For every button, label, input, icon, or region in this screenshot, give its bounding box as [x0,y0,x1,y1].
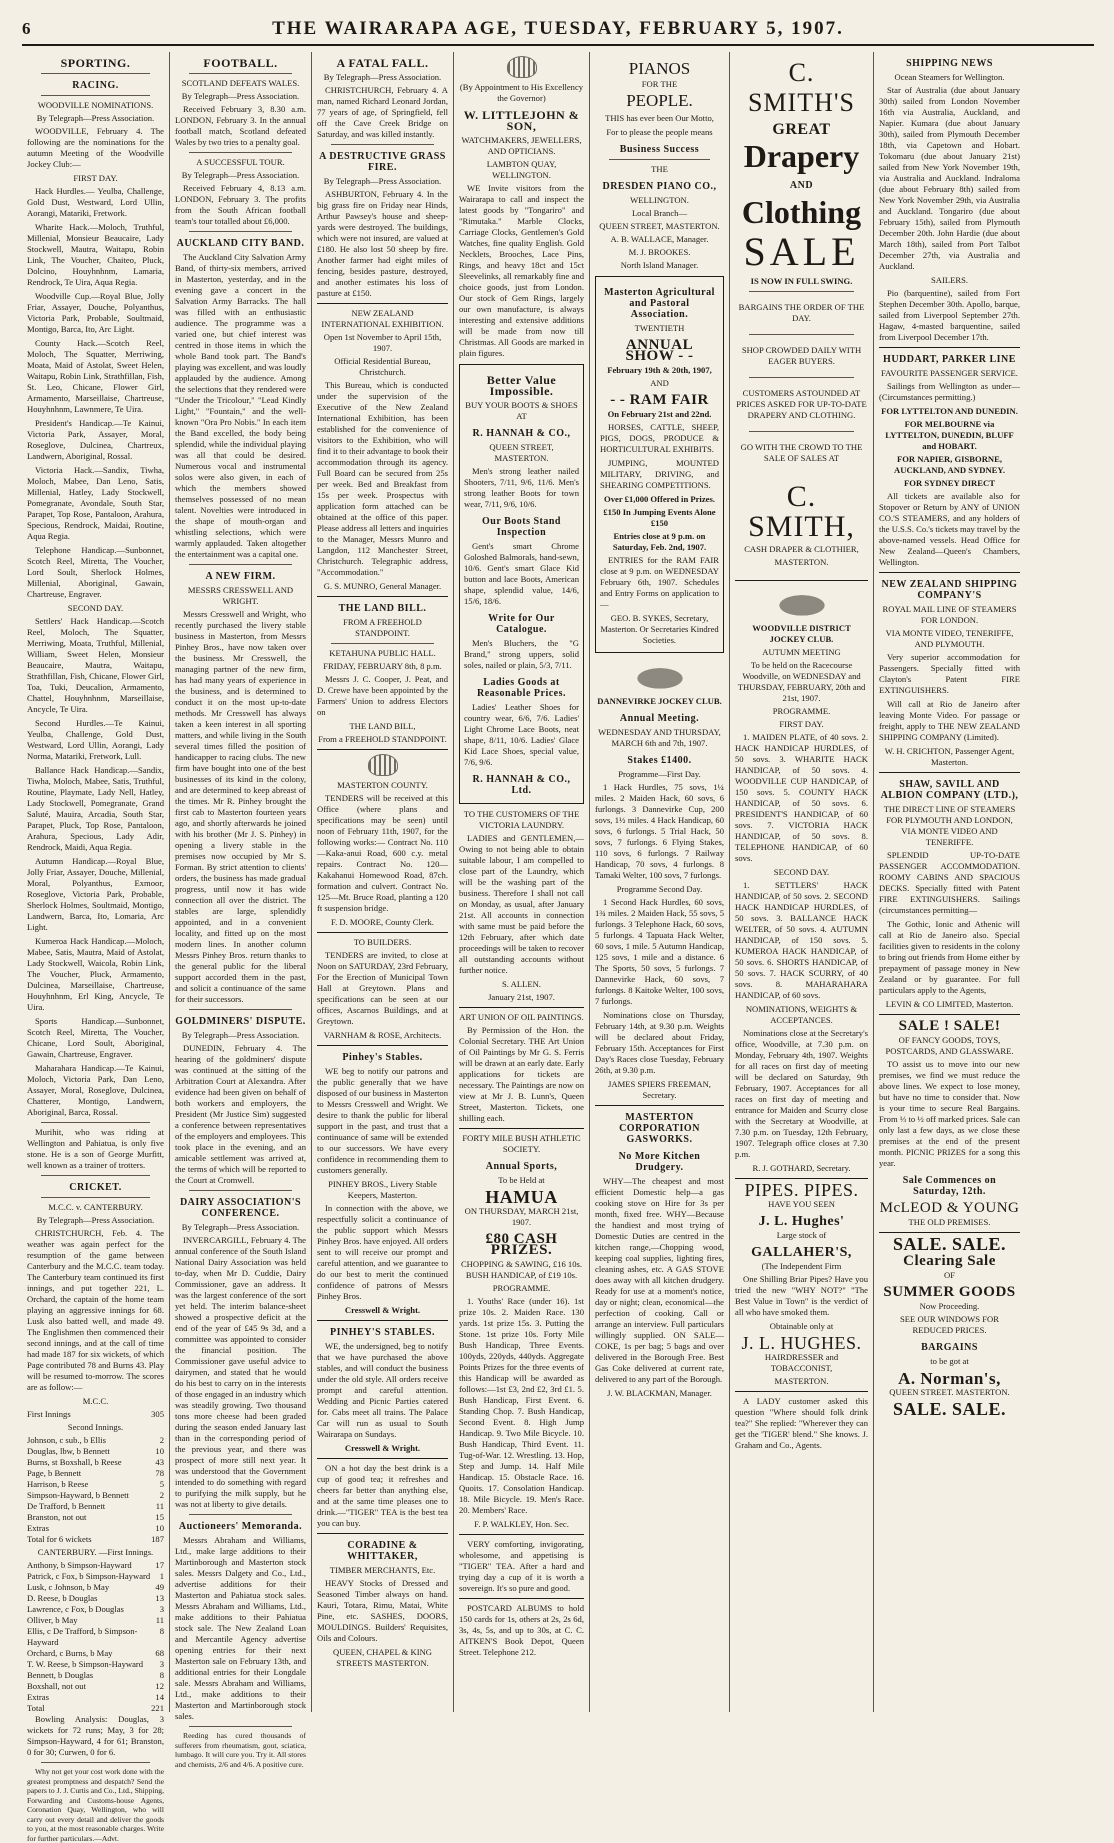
innings-heading: Second Innings. [67,1422,124,1432]
byline: By Telegraph—Press Association. [181,1222,300,1232]
column-football [170,52,312,1769]
advert-line: WELLINGTON. [630,195,689,205]
advert-text: Reeding has cured thousands of sufferers from rheumatism, gout, sciatica, lumbago. It will cure you. Try it. All stores and chemists, 2/6 and 4/6. A positive cure. [175,1731,306,1769]
paragraph: Second Hurdles.—Te Kainui, Yeulba, Challenge, Gold Dust, Westward, Lord Ullin, Aorangi, Lady Norma, Matariki, Fretwork, Lull. [27,718,164,761]
signature: F. D. MOORE, County Clerk. [331,917,434,927]
advert-heading: DANNEVIRKE JOCKEY CLUB. [597,696,722,706]
advert-line: SECOND DAY. [773,867,830,877]
paragraph: Received February 4, 8.13 a.m. LONDON, February 3. The profits from the South African football team's tour totalled about £6,000. [175,183,306,226]
newspaper-title: THE WAIRARAPA AGE, TUESDAY, FEBRUARY 5, 1907. [272,18,844,39]
column-shipping [874,52,1025,1712]
advert-heading: NEW ZEALAND INTERNATIONAL EXHIBITION. [321,308,444,329]
advert-text: 1. SETTLERS' HACK HANDICAP, of 50 sovs. 2. SECOND HACK HANDICAP HURDLES, of 50 sovs. 3. BALLANCE HACK WELTER, of 50 sovs. 4. AUTUMN HANDICAP, of 150 sovs. 5. KUMEROA HACK HANDICAP, of 50 sovs. 6. SHORTS HANDICAP, of 50 sovs. 7. HACK SCURRY, of 40 sovs. 8. MAHARAHARA HANDICAP, of 60 sovs. [735,880,868,1000]
byline: By Telegraph—Press Association. [181,170,300,180]
advert-line: OF [944,1270,955,1280]
score-line: Bennett, b Douglas 8 [27,1670,164,1680]
advert-heading: THE LAND BILL. [338,603,427,614]
article-subheading: MESSRS CRESSWELL AND WRIGHT. [187,585,294,606]
advert-heading: No More Kitchen Drudgery. [618,1151,701,1173]
advert-heading: Clearing Sale [903,1253,996,1269]
advert-line: QUEEN, CHAPEL & KING STREETS MASTERTON. [333,1647,432,1668]
advert-line: TWENTIETH [634,323,685,333]
advert-line: HAVE YOU SEEN [768,1199,835,1209]
paragraph: Pio (barquentine), sailed from Fort Stephen December 30th. Apollo, barque, sailed from Liverpool September 27th. Hagaw, 4-masted barquentine, sailed from Liverpool December 17th. [879,288,1020,342]
advert-text: LADIES and GENTLEMEN,—Owing to not being able to obtain suitable labour, I am compelled to close part of the Laundry, which will be the washing part of the business. Therefore I shall not call on Monday, as usual, after January 21st. All accounts in connection with same must be paid before the 12th February, after which date proceedings will be taken to recover all outstanding accounts without further notice. [459,833,584,975]
advert-text: HEAVY Stocks of Dressed and Seasoned Timber always on hand. Kauri, Totara, Rimu, Matai, White Pine, etc. SASHES, DOORS, MOULDINGS. Builders' Requisites, Oils and Colours. [317,1578,448,1643]
advert-line: February 19th & 20th, 1907, [607,365,712,375]
byline: By Telegraph—Press Association. [36,1215,155,1225]
advert-line: AUTUMN MEETING [762,647,841,657]
score-line: Extras 14 [27,1692,164,1702]
advert-text: TENDERS will be received at this Office (where plans and specifications may be seen) until noon of February 11th, 1907, for the following works:— Contract No. 110—Kaka-anui Road, 600 c.y. metal repairs. Contract No. 120—Kakahanui Homewood Road, 87ch. formation and culvert. Contract No. 125—Mt. Bruce Road, planting a 120 ft suspension bridge. [317,793,448,913]
advert-line: £150 In Jumping Events Alone £150 [603,507,716,528]
article-heading: A DESTRUCTIVE GRASS FIRE. [319,151,446,173]
advert-line: THE OLD PREMISES. [908,1217,991,1227]
advert-text: A LADY customer asked this question "Where should folk drink tea?" She replied: "Wherever they can get the 'TIGER' blend." She knows. J. Graham and Co., Agents. [735,1396,868,1450]
score-line: Patrick, c Fox, b Simpson-Hayward 1 [27,1571,164,1581]
advert-heading: BARGAINS [921,1342,978,1353]
score-line: D. Reese, b Douglas 13 [27,1593,164,1603]
article-heading: WOODVILLE NOMINATIONS. [37,100,154,110]
advert-line: CASH DRAPER & CLOTHIER, [744,544,859,554]
advert-text: WHY—The cheapest and most efficient Domestic help—a gas cooking stove on Hire for 3s per month, fixed free. WHY—Because the handiest and most trying of Domestic Duties are centred in the kitchen range,—Chopping wood, keeping coal supplies, lighting fires, cleaning ashes, etc. A GAS STOVE does away with all kitchen drudgery. Ready for use at a moment's notice, day or night; clean, economical—the perfection of cooking. Call or arrange an interview. Full particulars willingly supplied. ON SALE—COKE, 1s per bag; 5 bags and over delivered in the Borough Free. Best Gas Coke delivered at current rate, delivered to any part of the Borough. [595,1176,724,1384]
advert-line: North Island Manager. [620,260,699,270]
advert-heading: FORTY MILE BUSH ATHLETIC SOCIETY. [462,1133,581,1154]
advert-heading: Annual Sports, [485,1161,558,1172]
paragraph: President's Handicap.—Te Kainui, Victoria Park, Assayer, Moral, Roseglove, Dulcinea, Chartreux, Landwern, Aboriginal, Rossal. [27,418,164,461]
advert-line: LAMBTON QUAY, WELLINGTON. [486,159,557,180]
advert-line: BARGAINS THE ORDER OF THE DAY. [738,302,865,323]
advert-text: Sailings from Wellington as under—(Circumstances permitting.) [879,381,1020,402]
advert-heading: SUMMER GOODS [883,1284,1016,1300]
article-heading: M.C.C. v. CANTERBURY. [48,1202,143,1212]
advert-line: FAVOURITE PASSENGER SERVICE. [881,368,1018,378]
hannah-advert [459,364,584,804]
paragraph: Wharite Hack.—Moloch, Truthful, Millenial, Monsieur Beaucaire, Lady Stockwell, Mautra, Waitapu, Robin Link, The Voucher, Chaiteo, Pluck, Dolcino, Houyhnhnm, Lamaria, Rendrock, Te Uira, Aqua Regia. [27,222,164,287]
advert-heading: Our Boots Stand Inspection [481,516,561,538]
advert-text: Nominations close at the Secretary's office, Woodville, at 7.30 p.m. on Monday, February 4th, 1907. Weights for all races on first day of meeting will be declared on Saturday, 9th February, 1907. Acceptances for all races on first day of meeting and entrance for Maiden and Scurry close with the Secretary at Woodville, at 7.30 p.m. on Tuesday, 12th February, 1907. Telegraph office closes at 7.30 p.m. [735,1028,868,1159]
day-heading: SECOND DAY. [67,603,124,613]
advert-heading: DRESDEN PIANO CO., [602,181,717,192]
advert-heading: PIPES. PIPES. [744,1180,859,1200]
advert-text: Gent's smart Chrome Goloshed Balmorals, hand-sewn, 10/6. Gent's smart Glace Kid button and lace Boots, American shape, splendid value, 14/6, 15/6, 18/6. [464,541,579,606]
advert-heading: Drapery [743,138,860,174]
advert-heading: PEOPLE. [626,91,693,110]
advert-heading: SALE ! SALE! [898,1018,1001,1034]
advert-line: FROM A FREEHOLD STANDPOINT. [343,617,422,638]
byline: By Telegraph—Press Association. [36,113,155,123]
paragraph: Messrs Abraham and Williams, Ltd., make large additions to their Martinborough and Masterton stock sales. Messrs Dalgety and Co., Ltd., advertise additions for their Masterton and Pahiatua stock sales. Messrs Abraham and Williams, Ltd., make additions to their Pahiatua stock sale. The New Zealand Loan and Mercantile Agency advertise opening entries for their next Masterton sale on February 13th, and additional entries for their Longdale sale. Messrs Abraham and Williams, Ltd., make additions to their Masterton and Martinborough stock sales. [175,1535,306,1721]
advert-text: This Bureau, which is conducted under the supervision of the Executive of the New Zealand International Exhibition, has been established for the convenience of visitors to the Exhibition, who will find it to their advantage to book their accommodation through its agency. Full Board can be secured from 25s per week. Bed and Breakfast from 15s per week. Prospectus with application form attached can be obtained at the office of this paper. Please address all letters and inquiries to the Manager, Messrs Munro and Langdon, 112 Manchester Street, Christchurch. Telegraphic address, "Accommodation." [317,380,448,577]
advert-line: WEDNESDAY AND THURSDAY, MARCH 6th and 7th, 1907. [598,727,721,748]
score-line: Anthony, b Simpson-Hayward 17 [27,1560,164,1570]
advert-line: to be got at [930,1356,969,1366]
paragraph: WOODVILLE, February 4. The following are the nominations for the autumn Meeting of the Woodville Jockey Club:— [27,126,164,169]
advert-line: THE LAND BILL, [349,721,416,731]
score-line: Douglas, lbw, b Bennett 10 [27,1446,164,1456]
paragraph: Received February 3, 8.30 a.m. LONDON, February 3. In the annual football match, Scotland defeated Wales by two tries to a penalty goal. [175,104,306,147]
article-heading: SCOTLAND DEFEATS WALES. [181,78,300,88]
advert-heading: C. SMITH, [748,480,855,543]
advert-heading: TO BUILDERS. [353,937,412,947]
paragraph: Messrs Cresswell and Wright, who recently purchased the livery stable business in Masterton, from Messrs Pinhey Bros., have now taken over the business. Mr Cresswell, the managing partner of the new firm, has had many years of experience in the business, and is determined to conduct it on the most up-to-date methods. Mr Cresswell has always taken a keen interest in all sporting matters, and while living in the South several times filled the position of handicapper to racing clubs. The new firm have bought into one of the best businesses of its kind in the colony, and are determined to keep abreast of the times. Mr R. Pinhey brought the first cab to Masterton fourteen years ago, and shortly afterwards he joined with his brother (Mr J. S. Pinhey) in opening a livery stable in the premises now occupied by Mr S. Forman. By strict attention to clients' orders, the business has made gradual progress, until now it has wide connection all over the district. The stables are large, splendidly appointed, and in a convenient locality, and fitted up on the most modern lines. In another column Messrs Pinhey Bros. return thanks to the general public for the liberal support accorded them in the past, and solicit a continuance of the same for their successors. [175,609,306,1004]
score-line: Harrison, b Reese 5 [27,1479,164,1489]
advert-heading: SALE [743,229,860,274]
advert-line: VIA MONTE VIDEO, TENERIFFE, AND PLYMOUTH. [885,628,1014,649]
team-name: M.C.C. [82,1396,109,1406]
advert-line: Local Branch— [631,208,688,218]
advert-line: Official Residential Bureau, Christchurch. [334,356,431,377]
paragraph: Ballance Hack Handicap.—Sandix, Tiwha, Moloch, Mabee, Satis, Truthful, Routine, Playmate, Lady Nell, Hatley, Lady Stockwell, Pomegranate, Grand Saluté, Mauira, Arcadia, South Star, Parapet, Pluck, Top Rose, Pantaloon, Arahura, Specious, Lady Adir, Rendrock, Maidi, Aqua Regia. [27,765,164,852]
scorecard-mcc [27,1435,164,1534]
advert-text: Men's Bluchers, the "G Brand," strong uppers, solid soles, nailed or plain, 5/3, 7/11. [464,638,579,670]
page-number: 6 [22,19,31,38]
advert-heading: SALE. SALE. [892,1399,1007,1419]
advert-heading: SALE. SALE. [892,1234,1007,1254]
score-line: T. W. Reese, b Simpson-Hayward 3 [27,1659,164,1669]
advert-line: To be Held at [498,1175,545,1185]
advert-line: Entries close at 9 p.m. on Saturday, Feb. 2nd, 1907. [612,531,707,552]
score-line: De Trafford, b Bennett 11 [27,1501,164,1511]
advert-line: THE DIRECT LINE OF STEAMERS FOR PLYMOUTH AND LONDON, VIA MONTE VIDEO AND TENERIFFE. [883,804,1016,847]
score-line: Johnson, c sub., b Ellis 2 [27,1435,164,1445]
advert-heading: J. L. HUGHES. [741,1333,862,1353]
show-advert [595,276,724,653]
advert-line: A. B. WALLACE, Manager. [610,234,709,244]
advert-heading: WOODVILLE DISTRICT JOCKEY CLUB. [752,623,851,644]
advert-line: From a FREEHOLD STANDPOINT. [318,734,447,744]
royal-crest-icon [507,56,537,78]
advert-text: In connection with the above, we respectfully solicit a continuance of the public support which Messrs Pinhey Bros. have enjoyed. All orders sent to will receive our prompt and careful attention, and we guarantee to do our best to merit the continued confidence of patrons of Messrs Pinhey Bros. [317,1203,448,1301]
advert-line: KETAHUNA PUBLIC HALL. [329,648,436,658]
scorecard-canterbury [27,1560,164,1703]
signature: F. P. WALKLEY, Hon. Sec. [474,1519,569,1529]
advert-text: 1. Youths' Race (under 16). 1st prize 10s. 2. Maiden Race. 130 yards. 1st prize 15s. 3. Putting the Stone. 1st prize 10s. Forty Mile Bush Handicap, Three Events. 100yds, 220yds, 440yds. Aggregate Points Prizes for the three events of this Handicap will be awarded as follows:—1st £3, 2nd £2, 3rd £1. 5. Bush Handicap, First Event. 6. Standing Chop. 7. Bush Handicap, Second Event. 8. High Jump Handicap. 9. Two Mile Bicycle. 10. Bush Handicap, Third Event. 11. Tug-of-War. 12. Wrestling. 13. Hop, Step and Jump. 14. Half Mile Handicap. 15. Obstacle Race. 16. Quoits. 17. Consolation Handicap. 18. Mile Bicycle. 19. Men's Race. 20. Members' Race. [459,1296,584,1515]
advert-text: Will call at Rio de Janeiro after leaving Monte Video. For passage or freight, apply to THE NEW ZEALAND SHIPPING COMPANY (Limited). [879,699,1020,742]
article-heading: DAIRY ASSOCIATION'S CONFERENCE. [179,1197,302,1219]
score-line: Extras 10 [27,1523,164,1533]
advert-line: FRIDAY, FEBRUARY 8th, 8 p.m. [323,661,442,671]
advert-text: All tickets are available also for Stopover or Return by ANY of UNION CO.'S STEAMERS, and any holders of the U.S.S. Co.'s tickets may travel by the above-named vessels. Head Office for New Zealand—Queen's Chambers, Wellington. [879,491,1020,567]
advert-line: Now Proceeding. [919,1301,980,1311]
advert-heading: A. Norman's, [898,1369,1001,1388]
advert-text: 1. MAIDEN PLATE, of 40 sovs. 2. HACK HANDICAP HURDLES, of 50 sovs. 3. WHARITE HACK HANDICAP, of 50 sovs. 4. WOODVILLE CUP HANDICAP, of 150 sovs. 5. COUNTY HACK HANDICAP, of 50 sovs. 6. PRESIDENT'S HANDICAP, of 60 sovs. 7. VICTORIA HACK HANDICAP, of 50 sovs. 8. TELEPHONE HANDICAP, of 60 sovs. [735,732,868,863]
advert-heading: W. LITTLEJOHN & SON, [463,108,580,133]
advert-line: Obtainable only at [769,1321,834,1331]
advert-heading: NEW ZEALAND SHIPPING COMPANY'S [881,579,1018,601]
advert-text: THIS has ever been Our Motto, [605,113,714,123]
advert-line: AND [650,378,669,388]
column-news [312,52,454,1712]
paragraph: Hack Hurdles.— Yeulba, Challenge, Gold Dust, Westward, Lord Ullin, Aorangi, Matariki, Fretwork. [27,186,164,218]
advert-text: By Permission of the Hon. the Colonial Secretary. THE Art Union of Oil Paintings by Mr G. S. Ferris will be drawn at an early date. Early applications for tickets are necessary. The Paintings are now on view at Mr J. B. Lunn's, Queen Street, Masterton. Tickets, one shilling each. [459,1025,584,1123]
score-line: Branston, not out 15 [27,1512,164,1522]
paragraph: Settlers' Hack Handicap.—Scotch Reel, Moloch, The Squatter, Merriwing, Moata, Truthful, Millenial, William, Sweet Helen, Monsieur Beaucaire, Mautra, Waitapu, Strathfillan, Fish, Chicane, Flower Girl, Toa, Tuki, Deucalion, Armamento, Chattel, Houyhnhnm, Marseillaise, Ancycle, Te Uira. [27,616,165,714]
score-line: Ellis, c De Trafford, b Simpson-Hayward 8 [27,1626,164,1647]
signature: S. ALLEN. [502,979,541,989]
advert-text: Ladies' Leather Shoes for country wear, 6/6, 7/6. Ladies' Light Chrome Lace Boots, neat shape, 8/11, 10/6. Ladies' Glace Kid Lace Shoes, special value, 7/6, 9/6. [464,702,579,767]
advert-line: FOR MELBOURNE via LYTTELTON, DUNEDIN, BLUFF and HOBART. [885,419,1014,451]
advert-heading: ART UNION OF OIL PAINTINGS. [459,1012,584,1022]
advert-heading: ANNUAL SHOW - - [625,337,694,364]
advert-heading: Write for Our Catalogue. [488,613,555,635]
advert-heading: Annual Meeting. [619,713,700,724]
racehorse-icon [757,585,847,619]
advert-line: SHOP CROWDED DAILY WITH EAGER BUYERS. [741,345,862,366]
advert-text: WE Invite visitors from the Wairarapa to call and inspect the latest goods by "Tongariro" and "Rimutaka." Marble Clocks, Carriage Clocks, Gentlemen's Gold Watches, fine quality English. Gold Necklets, Brooches, Lace Pins, Rings, and heavy 18ct and 15ct Sleevelinks, all remarkably fine and choice goods, just from London. Our stock of Gem Rings, largely our own manufacture, is always interesting and extensive additions will be made from now till Christmas. All Goods are marked in plain figures. [459,183,584,358]
paragraph: CHRISTCHURCH, Feb. 4. The weather was again perfect for the resumption of the game between Canterbury and the M.C.C. team today. The Canterbury team continued its first innings, and put together 221, L. Orchard, the captain of the home team playing an aggressive innings for 68. Lusk also batted well, and made 49. The Englishmen then commenced their second innings, and at the call of time had made 187 for six wickets, of which Page contributed 78 and Burns 43. Play will be resumed to-morrow. The scores are as follow:— [27,1228,164,1392]
advert-heading: NOMINATIONS, WEIGHTS & ACCEPTANCES. [745,1004,858,1025]
paragraph: County Hack.—Scotch Reel, Moloch, The Squatter, Merriwing, Moata, Maid of Astolat, Sweet Helen, Waitapu, Robin Link, Strathfillan, Fish, St. Leo, Chicane, Flower Girl, Armamento, Marseillaise, Chartreuse, Houyhnhnm, Lawnmere, Te Uira. [27,338,164,414]
score-line: Orchard, c Burns, b May 68 [27,1648,164,1658]
paragraph: ASHBURTON, February 4. In the big grass fire on Friday near Hinds, Arthur Pawsey's house and sheep-yards were destroyed. The buildings, which were not insured, are valued at £180. He also lost 50 sheep by fire. Another farmer had eight miles of fencing, besides pasture, destroyed, and another estimates his loss of pasture at £150. [317,189,448,298]
advert-line: HAIRDRESSER and TOBACCONIST, [764,1352,839,1373]
advert-line: Programme Second Day. [616,884,703,894]
paragraph: Woodville Cup.—Royal Blue, Jolly Friar, Assayer, Douche, Polyanthus, Victoria Park, Probable, Soultmaid, Montigo, Barca, Ito, Arc Light. [27,291,164,334]
subsection-heading: Ocean Steamers for Wellington. [894,72,1005,82]
advert-text: Men's strong leather nailed Shooters, 7/11, 9/6, 11/6. Men's strong leather Boots for town wear, 7/11, 9/6, 10/6. [464,466,579,509]
advert-line: M. J. BROOKES. [628,247,691,257]
advert-heading: HAMUA [485,1187,558,1207]
signature: J. W. BLACKMAN, Manager. [607,1388,712,1398]
article-heading: A FATAL FALL. [336,56,429,70]
score-line: Lawrence, c Fox, b Douglas 3 [27,1604,164,1614]
advert-text: Messrs J. C. Cooper, J. Peat, and D. Crewe have been appointed by the Farmers' Union to address Electors on [317,674,448,717]
column-ads-c [730,52,874,1712]
advert-heading: Ladies Goods at Reasonable Prices. [477,677,566,699]
article-heading: GOLDMINERS' DISPUTE. [175,1016,306,1027]
advert-text: TENDERS are invited, to close at Noon on SATURDAY, 23rd February, For the Erection of Municipal Town Hall at Greytown. Plans and specifications can be seen at our offices, Ascarnos Buildings, and at Greytown. [317,950,448,1026]
advert-text: VERY comforting, invigorating, wholesome, and appetising is "TIGER" TEA. After a hard and trying day a cup of it is worth a sovereign. It's so pure and good. [459,1539,584,1593]
advert-line: GO WITH THE CROWD TO THE SALE OF SALES AT [740,442,863,463]
paragraph: INVERCARGILL, February 4. The annual conference of the South Island National Dairy Association was held to-day, when Mr D. Cuddie, Dairy Commissioner, gave an address. It was the largest conference of the sort yet held. The interim balance-sheet showed a prospective deficit at the end of the year of £45 9s 3d, and a committee was appointed to consider the financial position. The Commissioner gave useful advice to dairymen, and stated that he would do his best to carry on in the interests of those engaged in an industry which was steadily growing. Two thousand tons more cheese had been graded during the season ended January last than in the corresponding period of the previous year, and there was prospect of more still next year. It was understood that the Government intended to do something with regard to purifying the milk supply, but he was not at liberty to give details. [175,1235,306,1509]
advert-line: CHOPPING & SAWING, £16 10s. BUSH HANDICAP, of £19 10s. [460,1259,583,1280]
advert-text: JUMPING, MOUNTED MILITARY, DRIVING, and SHEARING COMPETITIONS. [600,458,719,490]
advert-line: MASTERTON. [774,557,829,567]
paragraph: Sports Handicap.—Sunbonnet, Scotch Reel, Miretta, The Voucher, Chicane, Lord Soult, Aboriginal, Gawain, Chartreuse, Engraver. [27,1016,164,1059]
advert-heading: Sale Commences on Saturday, 12th. [902,1175,997,1197]
article-heading: AUCKLAND CITY BAND. [176,238,305,249]
advert-text: SPLENDID UP-TO-DATE PASSENGER ACCOMMODATION. ROOMY CABINS AND SPACIOUS DECKS. Specially fitted with Patent FIRE EXTINGUISHERS. Sailings (circumstances permitting— [879,850,1020,915]
advert-text: WE beg to notify our patrons and the public generally that we have disposed of our business in Masterton to Messrs Cresswell and Wright. We desire to thank the public for liberal support in the past, and trust that a continuance of same will be extended to our successors. We have every confidence in recommending them to customers generally. [317,1066,448,1175]
score-line: Simpson-Hayward, b Bennett 2 [27,1490,164,1500]
advert-heading: Business Success [619,144,700,155]
article-heading: A NEW FIRM. [205,571,276,582]
advert-line: (The Independent Firm [761,1261,842,1271]
advert-line: Large stock of [776,1230,827,1240]
paragraph: Bowling Analysis: Douglas, 3 wickets for 72 runs; May, 3 for 28; Simpson-Hayward, 4 for 61; Branston, 0 for 30; Curwen, 0 for 6. [27,1714,164,1757]
advert-line: For to please the people means [606,127,713,137]
paragraph: Autumn Handicap.—Royal Blue, Jolly Friar, Assayer, Douche, Millenial, Moral, Polyanthus, Exmoor, Roseglove, Victoria Park, Probable, Sherlock Holmes, Soultmaid, Montigo, Landwern, Barca, Ito, Lomaria, Arc Light. [27,856,164,932]
advert-line: Programme—First Day. [618,769,701,779]
paragraph: The Auckland City Salvation Army Band, of thirty-six members, arrived in Masterton, yesterday, and in the evening gave a concert in the Salvation Army Barracks. The hall was filled with an enthusiastic audience. The programme was a varied one, but chief interest was centred in those items in which the whole Band took part. The Band's playing was excellent, and was loudly applauded by the audience. Among the selections that they rendered were "Under the Tricolour," "Lead Kindly Light," "Fountain," and the well-known "Ora Pro Nobis." In each item the Band excelled, the body being splendid, while the individual playing was all that could be desired. Numerous vocal and instrumental solos were also given, in each of which the members showed themselves possessed of no mean talent. Novelties were introduced in the shape of mouth-organ and whistling selections, which were warmly applauded. Taken altogether the entertainment was a capital one. [175,252,306,559]
subsection-heading: SAILERS. [930,275,968,285]
signature: VARNHAM & ROSE, Architects. [323,1030,442,1040]
advert-text: One Shilling Briar Pipes? Have you tried the new "WHY NOT?" "The Best Value in Town" is the verdict of all who have smoked them. [735,1274,868,1317]
advert-heading: PINHEY'S STABLES. [329,1327,435,1338]
advert-heading: PIANOS [628,59,691,78]
advert-heading: Pinhey's Stables. [342,1052,423,1063]
advert-line: SEE OUR WINDOWS FOR REDUCED PRICES. [900,1314,999,1335]
advert-line: MASTERTON. [774,1376,829,1386]
advert-heading: Better Value Impossible. [486,373,557,398]
advert-line: FOR LYTTELTON AND DUNEDIN. [881,406,1018,416]
section-heading: SHIPPING NEWS [906,58,993,69]
advert-line: FIRST DAY. [779,719,824,729]
advert-line: To be held on the Racecourse Woodville, on WEDNESDAY and THURSDAY, FEBRUARY, 20th and 21st, 1907. [737,660,866,703]
advert-line: (By Appointment to His Excellency the Governor) [459,82,584,103]
advert-heading: GREAT [772,121,831,138]
advert-line: THE [651,164,668,174]
advert-line: FOR NAPIER, GISBORNE, AUCKLAND, AND SYDNEY. [894,454,1005,475]
signature: Cresswell & Wright. [344,1305,421,1315]
advert-text: POSTCARD ALBUMS to hold 150 cards for 1s, others at 2s, 2s 6d, 3s, 4s, 5s, and up to 30s, at C. C. AITKEN'S Book Depot, Queen Street. Telephone 212. [459,1603,584,1657]
paragraph: Star of Australia (due about January 30th) sailed from London November 16th via Australia, Auckland, and Napier. Kumara (due about January 30th), sailed from Plymouth December 18th, via Capetown and Hobart. Tokomaru (due about January 21st) sailed from New York November 19th, via Australia and Auckland. Indraloma (due about February 8th) sailed from New York November 29th, via Australia and Auckland. Tongariro (due about February 15th), sailed from Plymouth December 20th. John Hardie (due about March 18th), sailed from Port Talbot December 27th, via Australia and Auckland. [879,85,1020,271]
advert-heading: Masterton Agricultural and Pastoral Association. [604,287,715,320]
advert-line: FOR THE [641,79,678,89]
advert-heading: McLEOD & YOUNG [879,1200,1020,1216]
signature: JAMES SPIERS FREEMAN, Secretary. [608,1079,711,1100]
advert-heading: £80 CASH PRIZES. [485,1231,558,1258]
signature: W. H. CRICHTON, Passenger Agent, Masterton. [884,746,1015,767]
subsection-heading: RACING. [72,80,119,91]
signature: GEO. B. SYKES, Secretary, Masterton. Or Secretaries Kindred Societies. [600,613,719,645]
section-heading: SPORTING. [60,56,131,70]
racehorse-icon [615,658,705,692]
advert-line: ROYAL MAIL LINE OF STEAMERS FOR LONDON. [882,604,1017,625]
paragraph: Kumeroa Hack Handicap.—Moloch, Mabee, Satis, Mautra, Maid of Astolat, Lady Stockwell, Waicola, Robin Link, The Voucher, Pluck, Armamento, Dulcinea, Marseillaise, Chartreuse, Houyhnhnm, Erl King, Ancycle, Te Uira. [27,936,164,1012]
byline: By Telegraph—Press Association. [323,72,442,82]
signature: LEVIN & CO LIMITED, Masterton. [885,999,1014,1009]
signature: R. J. GOTHARD, Secretary. [752,1163,851,1173]
advert-text: The Gothic, Ionic and Athenic will call at Rio de Janeiro also. Special facilities given to residents in the colony to bring out friends from Home either by prepayment of passage money in New Zealand or by guarantee. For full particulars apply to the Agents, [879,919,1020,995]
advert-line: PROGRAMME. [492,1283,551,1293]
innings-heading: CANTERBURY. —First Innings. [37,1547,154,1557]
article-heading: Auctioneers' Memoranda. [178,1521,303,1532]
advert-line: On February 21st and 22nd. [607,409,712,419]
score-line: First Innings 305 [27,1409,164,1419]
advert-line: CUSTOMERS ASTOUNDED AT PRICES ASKED FOR UP-TO-DATE DRAPERY AND CLOTHING. [736,388,867,420]
advert-heading: MASTERTON COUNTY. [337,780,428,790]
advert-text: ENTRIES for the RAM FAIR close at 9 p.m. on WEDNESDAY February 6th, 1907. Schedules and Entry Forms on application to— [600,555,719,609]
article-heading: A SUCCESSFUL TOUR. [196,157,285,167]
day-heading: FIRST DAY. [73,173,118,183]
score-line: Boxshall, not out 12 [27,1681,164,1691]
score-line: Burns, st Boxshall, b Reese 43 [27,1457,164,1467]
advert-heading: R. HANNAH & CO., [472,428,571,439]
advert-heading: MASTERTON CORPORATION GASWORKS. [619,1112,700,1145]
coat-of-arms-icon [368,754,398,776]
advert-line: OF FANCY GOODS, TOYS, POSTCARDS, AND GLASSWARE. [885,1035,1014,1056]
advert-line: FOR SYDNEY DIRECT [904,478,995,488]
section-heading: FOOTBALL. [203,56,278,70]
advert-heading: Clothing [741,194,862,230]
advert-line: QUEEN STREET, MASTERTON. [599,221,720,231]
paragraph: Maharahara Handicap.—Te Kainui, Moloch, Victoria Park, Dan Leno, Assayer, Moral, Roseglove, Dulcinea, Chatterer, Montigo, Landwern, Aboriginal, Barca, Rossal. [27,1063,164,1117]
advert-text: HORSES, CATTLE, SHEEP, PIGS, DOGS, PRODUCE & HORTICULTURAL EXHIBITS. [600,422,719,454]
advert-heading: Stakes £1400. [627,755,692,766]
advert-line: WATCHMAKERS, JEWELLERS, AND OPTICIANS. [461,135,582,156]
byline: By Telegraph—Press Association. [181,91,300,101]
advert-line: AND [789,180,814,191]
score-line: Page, b Bennett 78 [27,1468,164,1478]
score-total: Total 221 [27,1703,164,1713]
masthead [22,18,1094,46]
advert-line: IS NOW IN FULL SWING. [750,276,853,286]
advert-line: January 21st, 1907. [488,992,555,1002]
column-ads-a [454,52,590,1712]
advert-line: QUEEN STREET. MASTERTON. [889,1387,1010,1397]
paragraph: Murihit, who was riding at Wellington and Pahiatua, is only five stone. He is a son of George Murfitt, well known as a trainer of trotters. [27,1127,164,1170]
signature: Cresswell & Wright. [344,1443,421,1453]
score-total: Total for 6 wickets 187 [27,1534,164,1544]
advert-heading: J. L. Hughes' [758,1214,845,1229]
advert-heading: - - RAM FAIR [610,392,709,408]
advert-heading: HUDDART, PARKER LINE [883,354,1016,365]
advert-text: Very superior accommodation for Passengers. Specially fitted with Clayton's Patent FIRE EXTINGUISHERS. [879,652,1020,695]
advert-line: Over £1,000 Offered in Prizes. [604,494,715,504]
score-line: Lusk, c Johnson, b May 49 [27,1582,164,1592]
advert-text: Nominations close on Thursday, February 14th, at 9.30 p.m. Weights will be declared about Friday, February 15th. Acceptances for First Day's Races close Tuesday, February 26th, at 9.30 p.m. [595,1010,724,1075]
paragraph: Victoria Hack.—Sandix, Tiwha, Moloch, Mabee, Dan Leno, Satis, Millenial, Hatley, Lady Stockwell, Pomegranate, Avondale, South Star, Parapet, Top Rose, Pantaloon, Arahura, Specious, Rendrock, Maidai, Routine, Aqua Regia. [27,465,164,541]
advert-heading: CORADINE & WHITTAKER, [347,1540,418,1562]
advert-heading: R. HANNAH & CO., Ltd. [472,774,571,796]
column-ads-b [590,52,730,1712]
paragraph: DUNEDIN, February 4. The hearing of the goldminers' dispute was continued at the sitting of the Arbitration Court at Alexandra. After evidence had been given on behalf of both workers and employers, the President (Mr Justice Sim) suggested a conference between representatives of the employers and employees. This took place in the evening, and an amicable settlement was arrived at, the terms of which will be reported to the Court at Cromwell. [175,1043,306,1185]
score-line: Olliver, b May 11 [27,1615,164,1625]
columns [22,52,1094,1843]
advert-line: QUEEN STREET, MASTERTON. [489,442,554,463]
paragraph: CHRISTCHURCH, February 4. A man, named Richard Leonard Jordan, 77 years of age, of Springfield, fell off the Cave Creek Bridge on Saturday, and was killed instantly. [317,85,448,139]
advert-line: Open 1st November to April 15th, 1907. [323,332,442,353]
advert-line: PROGRAMME. [772,706,831,716]
signature: PINHEY BROS., Livery Stable Keepers, Masterton. [328,1179,437,1200]
signature: G. S. MUNRO, General Manager. [323,581,442,591]
advert-text: TO assist us to move into our new premises, we find we must reduce the above lines. We expect to lose money, but have no time to consider that. Now is your time to secure Real Bargains. From ⅓ to ½ off marked prices. Sale can only last a few days, as we close these premises at the end of the present month. PICNIC PRIZES for a song this year. [879,1059,1020,1168]
byline: By Telegraph—Press Association. [181,1030,300,1040]
advert-text: WE, the undersigned, beg to notify that we have purchased the above stables, and will conduct the business under the old style. All orders receive prompt and careful attention. Wedding and Picnic Parties catered for. Cabs meet all trains. The Palace Car will run as usual to South Wairarapa on Sundays. [317,1341,448,1439]
advert-heading: C. SMITH'S [747,58,856,117]
advert-heading: GALLAHER'S, [751,1245,852,1260]
paragraph: Telephone Handicap.—Sunbonnet, Scotch Reel, Miretta, The Voucher, Lord Soult, Sherlock Holmes, Millenial, Aboriginal, Gawain, Chartreuse, Engraver. [27,545,164,599]
advert-heading: TO THE CUSTOMERS OF THE VICTORIA LAUNDRY. [463,809,580,830]
advert-line: BUY YOUR BOOTS & SHOES AT [465,400,578,421]
advert-line: ON THURSDAY, MARCH 21st, 1907. [464,1206,579,1227]
advert-text: Why not get your cost work done with the greatest promptness and despatch? Send the papers to J. J. Curtis and Co., Ltd., Shipping, Forwarding and Customs-house Agents, Coronation Quay, Wellington, who will carry out every detail and deliver the goods to you, at the most reasonable charges. Write for further particulars.—Advt. [27,1767,164,1843]
advert-text: 1 Second Hack Hurdles, 60 sovs, 1¾ miles. 2 Maiden Hack, 55 sovs, 5 furlongs. 3 Telephone Hack, 60 sovs, 5 furlongs. 4 Tapuata Hack Welter, 60 sovs, 1 mile. 5 Autumn Handicap, 125 sovs, 1 mile and a distance. 6 The Sports, 50 sovs, 5 furlongs. 7 Dannevirke Hack, 60 sovs, 7 furlongs. 8 Kaitoke Welter, 100 sovs, 7 furlongs. [595,897,724,1006]
byline: By Telegraph—Press Association. [323,176,442,186]
advert-line: TIMBER MERCHANTS, Etc. [329,1565,436,1575]
column-sporting [22,52,170,1843]
section-heading: CRICKET. [69,1182,122,1193]
advert-text: ON a hot day the best drink is a cup of good tea; it refreshes and cheers far better than anything else, and at the same time pleases one to drink.—"TIGER" TEA is the best tea you can buy. [317,1463,448,1528]
advert-text: 1 Hack Hurdles, 75 sovs, 1¼ miles. 2 Maiden Hack, 60 sovs, 6 furlongs. 3 Dannevirke Cup, 200 sovs, 1½ miles. 4 Hack Handicap, 60 sovs, 6 furlongs. 5 Trial Hack, 50 sovs, 7 furlongs. 6 Flying Stakes, 110 sovs, 6 furlongs. 7 Railway Handicap, 70 sovs, 4 furlongs. 8 Tamaki Welter, 100 sovs, 7 furlongs. [595,782,724,880]
advert-heading: SHAW, SAVILL AND ALBION COMPANY (LTD.), [880,779,1019,801]
